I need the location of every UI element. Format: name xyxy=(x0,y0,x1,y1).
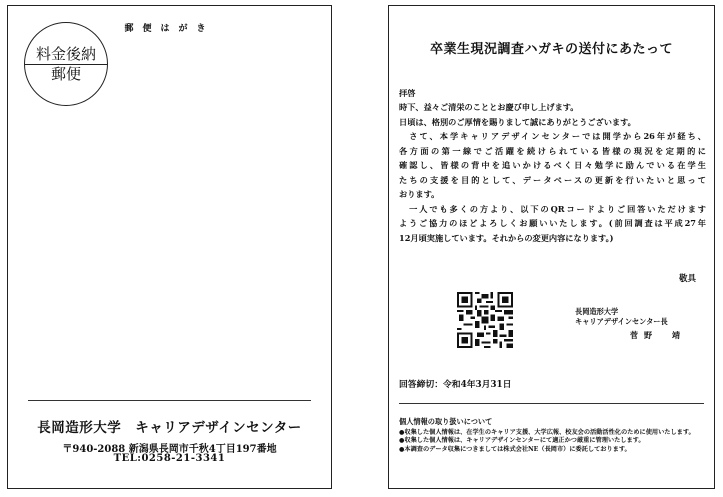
postcard-message-side xyxy=(388,5,715,489)
body-line: ようご協力のほどよろしくお願いいたします。(前回調査は平成27年 xyxy=(399,218,706,228)
privacy-item: ●収集した個人情報は、在学生のキャリア支援、大学広報、校友会の活動活性化のために使用いたします。 xyxy=(399,428,695,436)
body-line: 12月頃実施しています。それからの変更内容になります。) xyxy=(399,232,614,243)
postcard-label: 郵便はがき xyxy=(124,24,215,34)
signature-name: 菅野 靖 xyxy=(630,330,686,340)
sender-tel: TEL:0258-21-3341 xyxy=(113,453,226,464)
privacy-divider xyxy=(399,403,704,404)
body-line: 各方面の第一線でご活躍を続けられている皆様の現況を定期的に xyxy=(399,145,706,156)
stamp-text-line2: 郵便 xyxy=(50,65,81,83)
response-deadline: 回答締切：令和4年3月31日 xyxy=(399,380,512,390)
sender-address: 〒940-2088 新潟県長岡市千秋4丁目197番地 xyxy=(62,444,277,455)
signature-dept: キャリアデザインセンター長 xyxy=(575,317,668,326)
postcard-address-side xyxy=(7,5,332,489)
privacy-item: ●本調査のデータ収集につきましては株式会社NE（長岡市）に委託しております。 xyxy=(399,445,631,453)
body-line: 日頃は、格別のご厚情を賜りまして誠にありがとうございます。 xyxy=(399,116,636,127)
letter-body xyxy=(399,100,706,245)
privacy-notice xyxy=(399,418,704,454)
signature-block xyxy=(575,307,686,340)
body-line: 確認し、皆様の背中を追いかけるべく日々勉学に励んでいる在学生 xyxy=(399,160,706,170)
postage-paid-stamp xyxy=(24,22,108,106)
sender-name: 長岡造形大学 キャリアデザインセンター xyxy=(37,420,302,436)
signature-org: 長岡造形大学 xyxy=(575,307,619,316)
privacy-item: ●収集した個人情報は、キャリアデザインセンターにて適正かつ厳重に管理いたします。 xyxy=(399,437,645,445)
privacy-title: 個人情報の取り扱いについて xyxy=(399,417,493,426)
qr-code-icon[interactable] xyxy=(457,292,513,348)
body-line: 一人でも多くの方より、以下のQRコードよりご回答いただけます xyxy=(399,203,706,214)
stamp-text-line1: 料金後納 xyxy=(25,45,107,65)
body-line: 時下、益々ご清栄のこととお慶び申し上げます。 xyxy=(399,102,579,112)
body-line: たちの支援を目的として、データベースの更新を行いたいと思って xyxy=(399,174,706,185)
letter-opening: 拝啓 xyxy=(399,88,416,98)
sender-divider xyxy=(28,400,311,401)
body-line: おります。 xyxy=(399,189,440,199)
notice-title: 卒業生現況調査ハガキの送付にあたって xyxy=(429,42,673,57)
body-line: さて、本学キャリアデザインセンターでは開学から26年が経ち、 xyxy=(399,131,706,141)
letter-closing: 敬具 xyxy=(678,274,696,284)
